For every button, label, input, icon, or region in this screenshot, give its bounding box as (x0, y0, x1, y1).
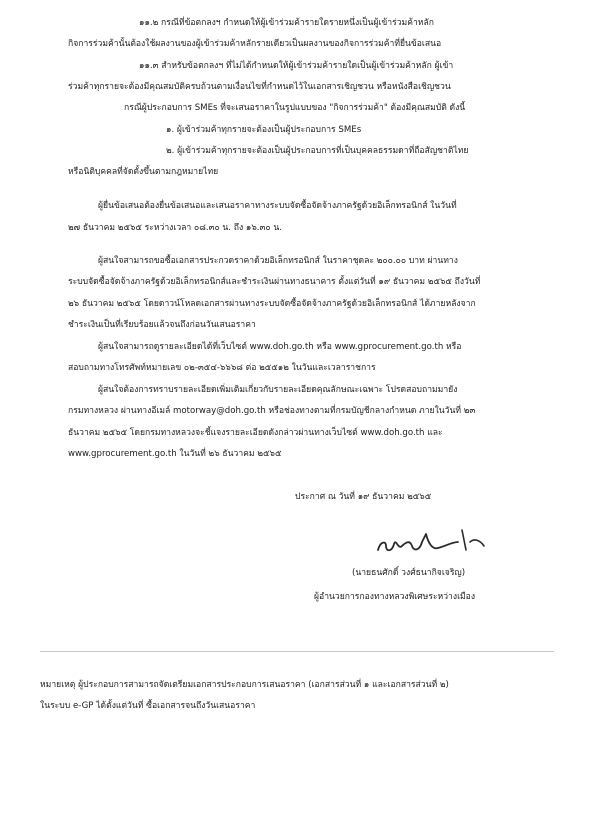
item-11-2-line-1: ๑๑.๒ กรณีที่ข้อตกลงฯ กำหนดให้ผู้เข้าร่วมค้ารายใดรายหนึ่งเป็นผู้เข้าร่วมค้าหลัก (139, 18, 434, 28)
sme-condition-line: กรณีผู้ประกอบการ SMEs ที่จะเสนอราคาในรูปแบบของ "กิจการร่วมค้า" ต้องมีคุณสมบัติ ดังนี้ (124, 103, 466, 113)
item-11-2-line-2: กิจการร่วมค้านั้นต้องใช้ผลงานของผู้เข้าร่วมค้าหลักรายเดียวเป็นผลงานของกิจการร่วมค้าที่ยื่นข้อเสนอ (68, 39, 442, 49)
query-paragraph-line-3: ธันวาคม ๒๕๖๕ โดยกรมทางหลวงจะชี้แจงรายละเอียดดังกล่าวผ่านทางเว็บไซต์ www.doh.go.th และ (68, 428, 443, 438)
submit-paragraph-line-1: ผู้ยื่นข้อเสนอต้องยื่นข้อเสนอและเสนอราคาทางระบบจัดซื้อจัดจ้างภาครัฐด้วยอิเล็กทรอนิกส์ ในวันที่ (98, 201, 457, 211)
remark-line-2: ในระบบ e-GP ได้ตั้งแต่วันที่ ซื้อเอกสารจนถึงวันเสนอราคา (40, 701, 256, 711)
section-divider (40, 651, 554, 652)
sme-item-2-line-2: หรือนิติบุคคลที่จัดตั้งขึ้นตามกฎหมายไทย (68, 167, 219, 177)
signer-name: (นายธนศักดิ์ วงศ์ธนากิจเจริญ) (352, 568, 466, 578)
purchase-paragraph-line-4: ชำระเงินเป็นที่เรียบร้อยแล้วจนถึงก่อนวันเสนอราคา (68, 320, 256, 330)
submit-paragraph-line-2: ๒๗ ธันวาคม ๒๕๖๕ ระหว่างเวลา ๐๘.๓๐ น. ถึง ๑๖.๓๐ น. (68, 223, 282, 233)
remark-line-1: หมายเหตุ ผู้ประกอบการสามารถจัดเตรียมเอกสารประกอบการเสนอราคา (เอกสารส่วนที่ ๑ และเอกสารส่วนที่ ๒) (40, 680, 449, 690)
announcement-date: ประกาศ ณ วันที่ ๑๙ ธันวาคม ๒๕๖๕ (295, 492, 432, 502)
query-paragraph-line-2: กรมทางหลวง ผ่านทางอีเมล์ motorway@doh.go.th หรือช่องทางตามที่กรมบัญชีกลางกำหนด ภายในวันที่ ๒๓ (68, 406, 476, 416)
item-11-3-line-1: ๑๑.๓ สำหรับข้อตกลงฯ ที่ไม่ได้กำหนดให้ผู้เข้าร่วมค้ารายใดเป็นผู้เข้าร่วมค้าหลัก ผู้เข้า (139, 61, 454, 71)
item-11-3-line-2: ร่วมค้าทุกรายจะต้องมีคุณสมบัติครบถ้วนตามเงื่อนไขที่กำหนดไว้ในเอกสารเชิญชวน หรือหนังสือเชิญชวน (68, 82, 451, 92)
query-paragraph-line-1: ผู้สนใจต้องการทราบรายละเอียดเพิ่มเติมเกี่ยวกับรายละเอียดคุณลักษณะเฉพาะ โปรดสอบถามมายัง (98, 385, 458, 395)
sme-item-2-line-1: ๒. ผู้เข้าร่วมค้าทุกรายจะต้องเป็นผู้ประกอบการที่เป็นบุคคลธรรมดาที่ถือสัญชาติไทย (166, 146, 469, 156)
sme-item-1: ๑. ผู้เข้าร่วมค้าทุกรายจะต้องเป็นผู้ประกอบการ SMEs (166, 125, 362, 135)
info-paragraph-line-1: ผู้สนใจสามารถดูรายละเอียดได้ที่เว็บไซต์ www.doh.go.th หรือ www.gprocurement.go.th หรือ (98, 342, 462, 352)
purchase-paragraph-line-3: ๒๖ ธันวาคม ๒๕๖๕ โดยดาวน์โหลดเอกสารผ่านทางระบบจัดซื้อจัดจ้างภาครัฐด้วยอิเล็กทรอนิกส์ ได้ภายหลังจาก (68, 299, 476, 309)
purchase-paragraph-line-2: ระบบจัดซื้อจัดจ้างภาครัฐด้วยอิเล็กทรอนิกส์และชำระเงินผ่านทางธนาคาร ตั้งแต่วันที่ ๑๙ ธันวาคม ๒๕๖๕ ถึงวันที่ (68, 277, 481, 287)
purchase-paragraph-line-1: ผู้สนใจสามารถขอซื้อเอกสารประกวดราคาด้วยอิเล็กทรอนิกส์ ในราคาชุดละ ๒๐๐.๐๐ บาท ผ่านทาง (98, 256, 458, 266)
query-paragraph-line-4: www.gprocurement.go.th ในวันที่ ๒๖ ธันวาคม ๒๕๖๕ (68, 449, 282, 459)
signer-title: ผู้อำนวยการกองทางหลวงพิเศษระหว่างเมือง (314, 592, 476, 602)
info-paragraph-line-2: สอบถามทางโทรศัพท์หมายเลข ๐๒-๓๕๔-๖๖๖๘ ต่อ ๒๕๕๑๒ ในวันและเวลาราชการ (68, 363, 376, 373)
handwritten-signature (372, 520, 502, 562)
